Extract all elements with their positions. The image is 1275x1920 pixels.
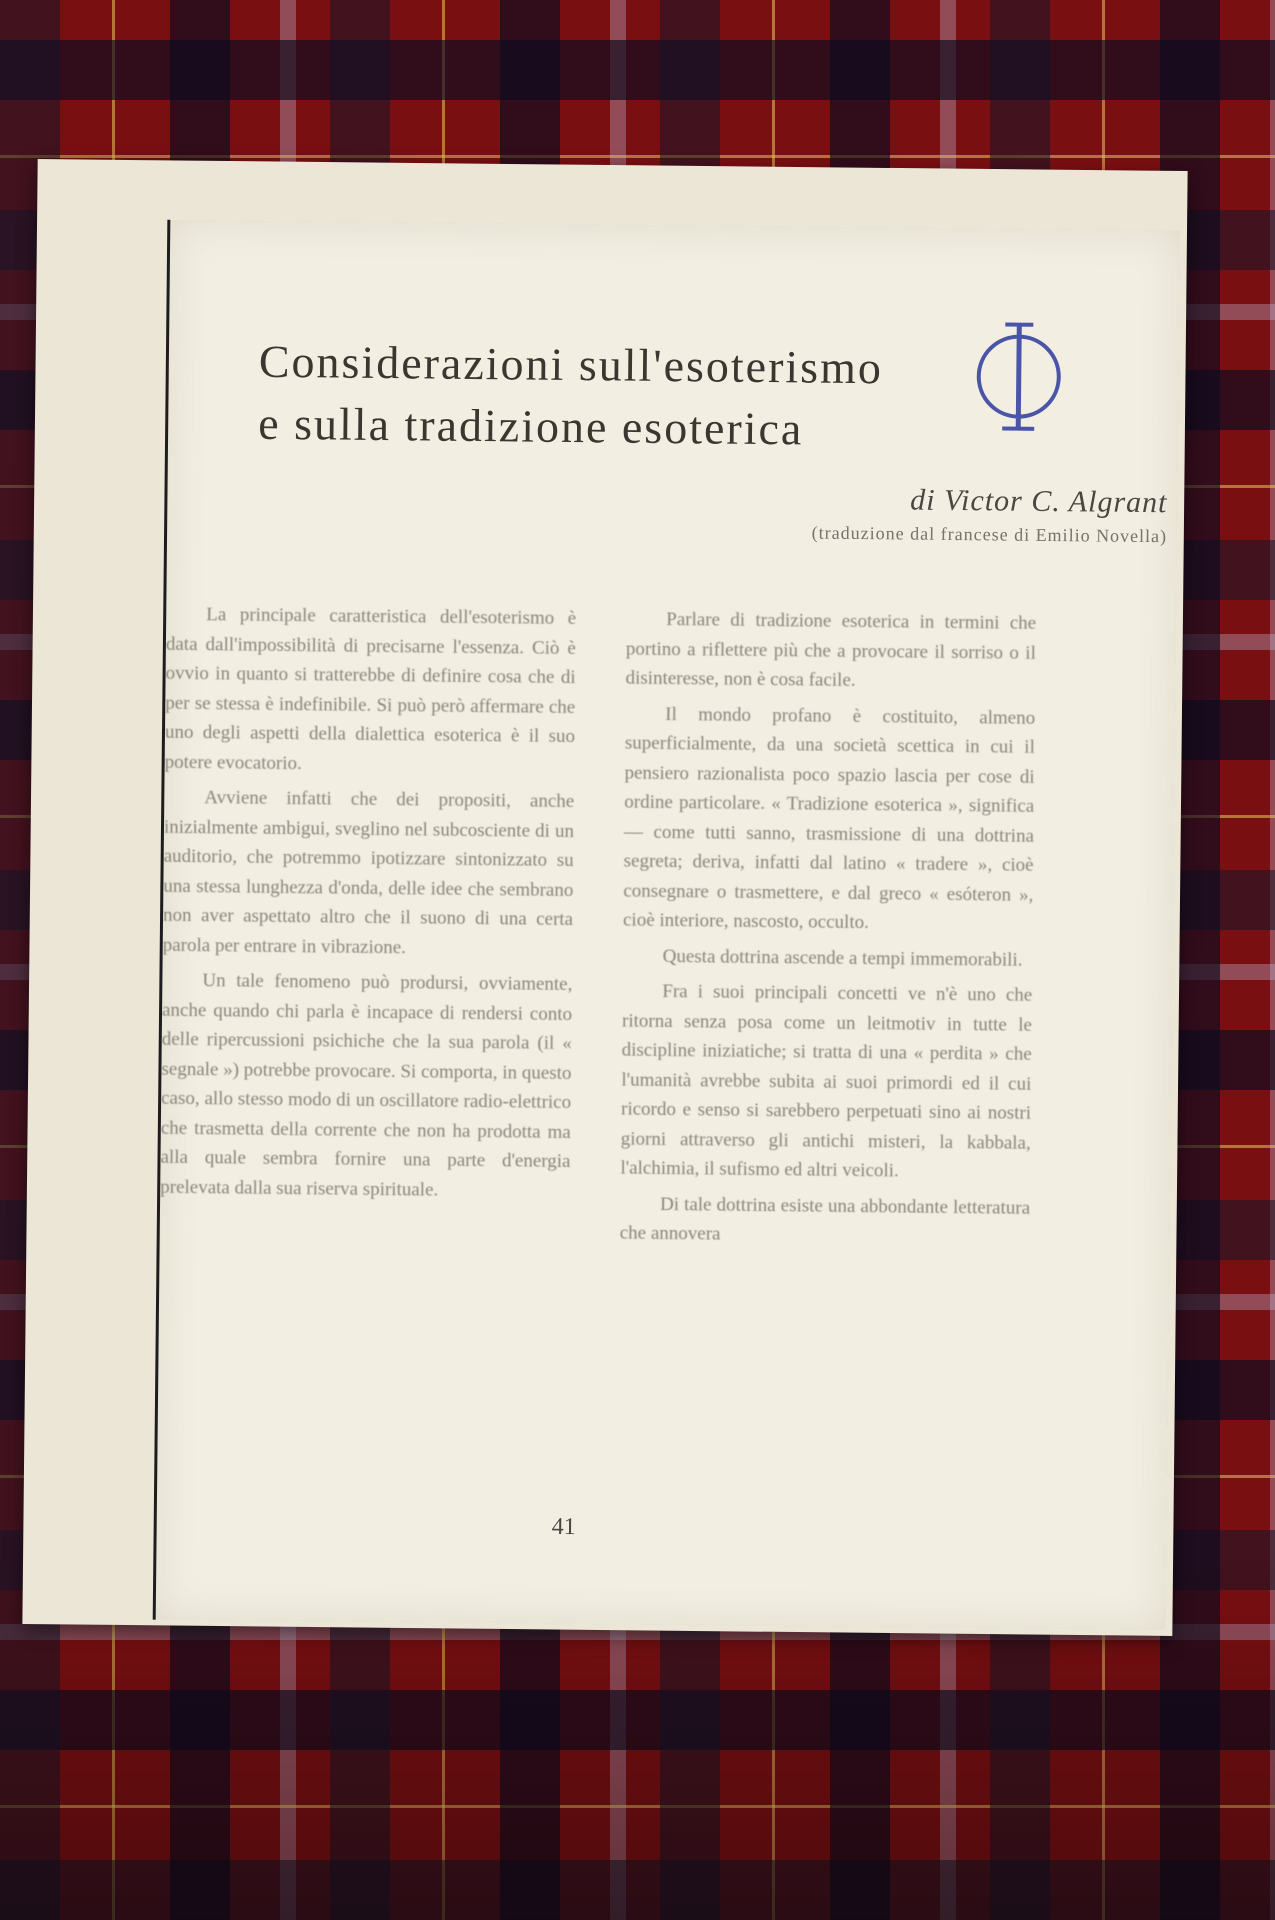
paragraph: Di tale dottrina esiste una abbondante letteratura che annovera: [619, 1193, 1031, 1245]
title-line-1: Considerazioni sull'esoterismo: [258, 335, 884, 394]
author-byline: di Victor C. Algrant: [910, 483, 1168, 520]
text-column-right: [620, 605, 1037, 1259]
title-line-2: e sulla tradizione esoterica: [257, 397, 804, 455]
paragraph: La principale caratteristica dell'esoterismo è data dall'impossibilità di precisarne l'essenza. Ciò è ovvio in quanto si tratterebbe di definire cosa che di per se stessa è indefinibile. Si può però affermare che uno degli aspetti della dialettica esoterica è il suo potere evocatorio.: [164, 604, 577, 774]
article-page: [153, 220, 1181, 1631]
paragraph: Fra i suoi principali concetti ve n'è uno che ritorna senza posa come un leitmotiv in tutte le discipline iniziatiche; si tratta di una « perdita » che l'umanità avrebbe subita ai suoi primordi ed il cui ricordo e senso si sarebbero perpetuati sino ai nostri giorni attraverso gli antichi misteri, la kabbala, l'alchimia, il sufismo ed altri veicoli.: [620, 980, 1033, 1182]
paragraph: Un tale fenomeno può prodursi, ovviamente, anche quando chi parla è incapace di rendersi conto delle ripercussioni psichiche che la sua parola (il « segnale ») potrebbe provocare. Si comporta, in questo caso, allo stesso modo di un oscillatore radio-elettrico che trasmetta della corrente che non ha prodotta ma alla quale sembra fornire una parte d'energia prelevata dalla sua riserva spirituale.: [160, 970, 573, 1201]
article-title: [258, 331, 919, 462]
paragraph: Parlare di tradizione esoterica in termini che portino a riflettere più che a provocare il sorriso o il disinteresse, non è cosa facile.: [625, 608, 1037, 691]
page-number: 41: [551, 1513, 576, 1541]
paragraph: Questa dottrina ascende a tempi immemorabili.: [662, 945, 1023, 971]
stamp-icon: [968, 316, 1069, 437]
paragraph: Avviene infatti che dei propositi, anche inizialmente ambigui, sveglino nel subcosciente di un auditorio, che potremmo ipotizzare sintonizzato su una stessa lunghezza d'onda, delle idee che sembrano non aver aspettato altro che il suono di una certa parola per entrare in vibrazione.: [162, 787, 575, 958]
paragraph: Il mondo profano è costituito, almeno superficialmente, da una società scettica in cui il pensiero razionalista poco spazio lascia per cose di ordine particolare. « Tradizione esoterica », significa — come tutti sanno, trasmissione di una dottrina segreta; deriva, infatti dal latino « tradere », cioè consegnare o trasmettere, e dal greco « esóteron », cioè interiore, nascosto, occulto.: [622, 703, 1036, 934]
translator-credit: (traduzione dal francese di Emilio Novella): [811, 522, 1168, 547]
text-column-left: [160, 600, 576, 1212]
